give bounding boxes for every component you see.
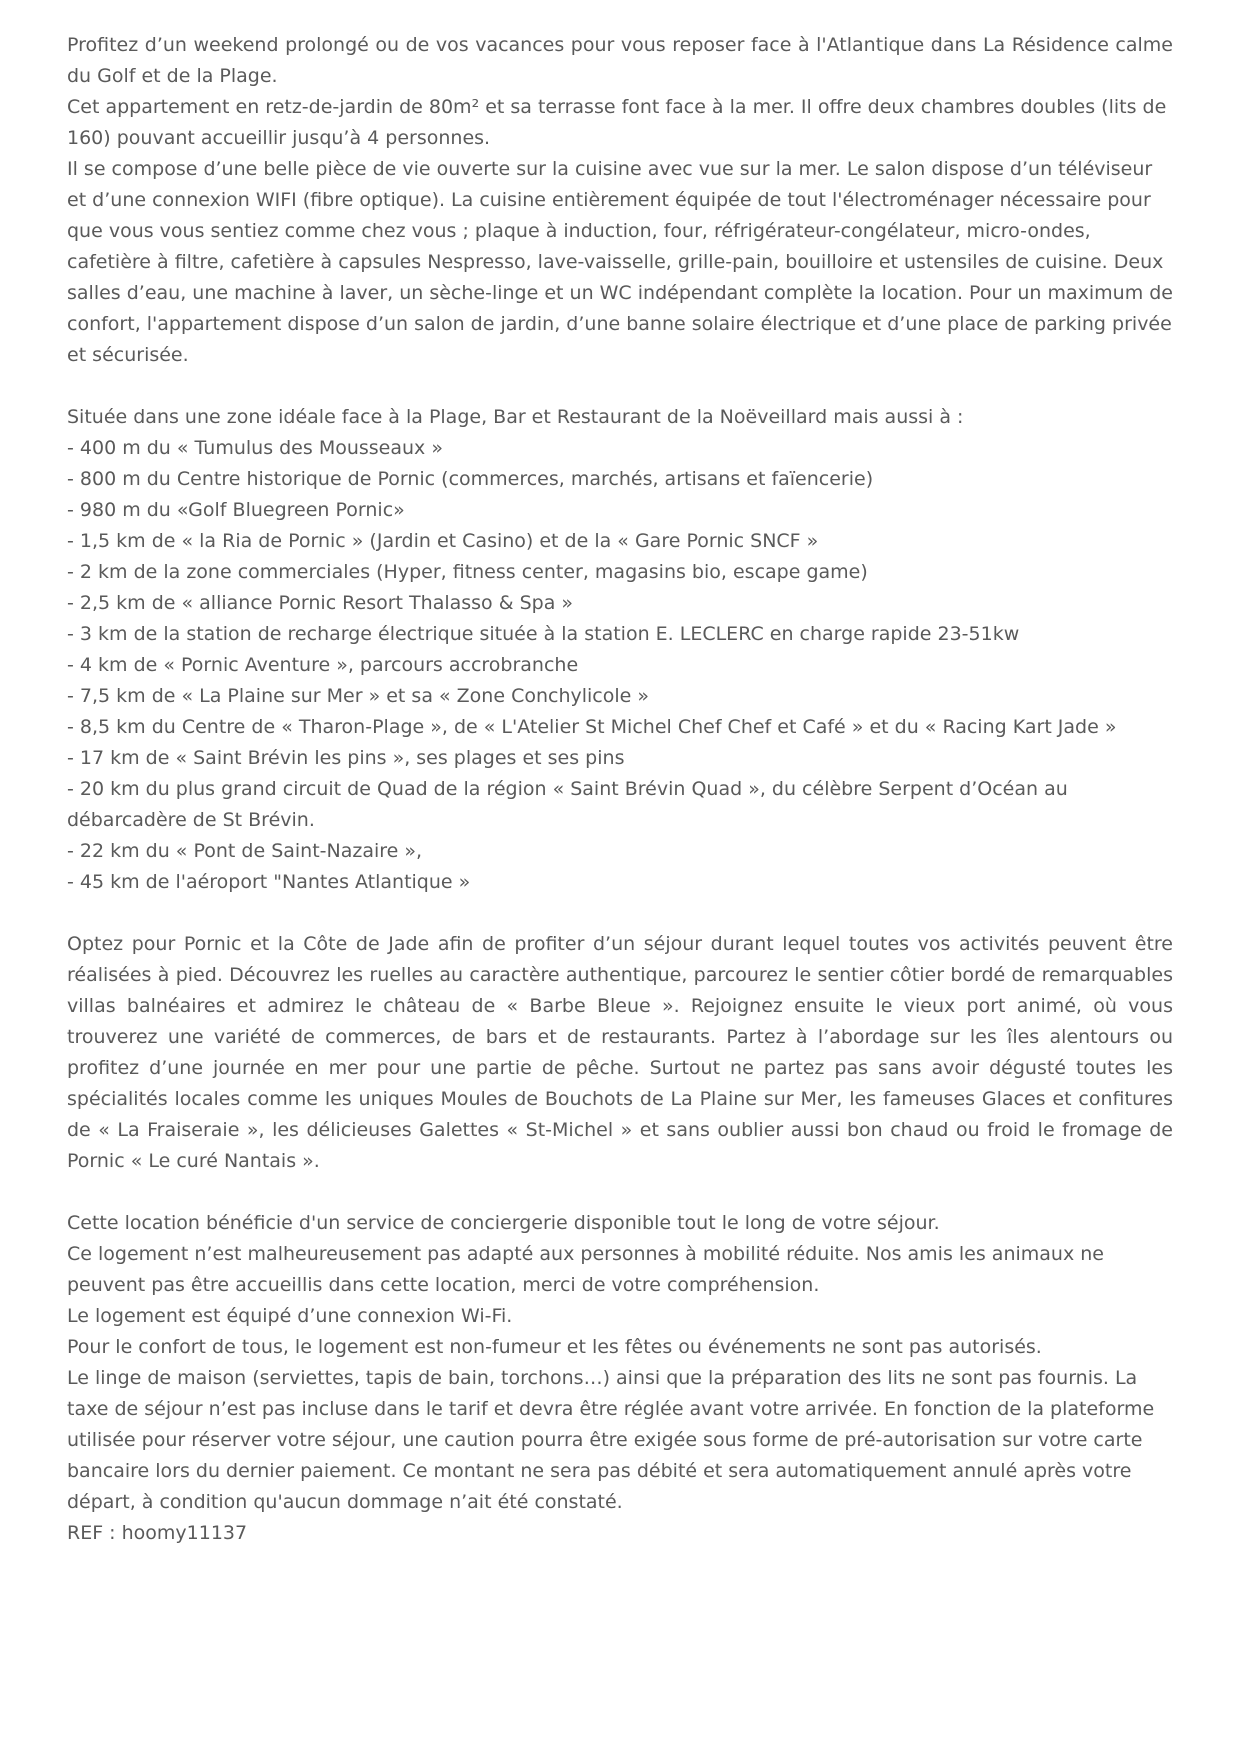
distance-list-item: - 3 km de la station de recharge électrique située à la station E. LECLERC en charge rapide 23-51kw — [67, 623, 1020, 645]
intro-paragraph: Profitez d’un weekend prolongé ou de vos vacances pour vous reposer face à l'Atlantique dans La Résidence calme du Golf et de la Plage. — [67, 34, 1173, 87]
distance-list-item: - 7,5 km de « La Plaine sur Mer » et sa « Zone Conchylicole » — [67, 685, 650, 707]
distance-list-item: - 800 m du Centre historique de Pornic (commerces, marchés, artisans et faïencerie) — [67, 468, 874, 490]
apartment-description-paragraph: Il se compose d’une belle pièce de vie ouverte sur la cuisine avec vue sur la mer. Le salon dispose d’un téléviseur et d’une connexion WIFI (fibre optique). La cuisine entièrement équipée de tout l'électroménager nécessaire pour que vous vous sentiez comme chez vous ; plaque à induction, four, réfrigérateur-congélateur, micro-ondes, cafetière à filtre, cafetière à capsules Nespresso, lave-vaisselle, grille-pain, bouilloire et ustensiles de cuisine. Deux salles d’eau, une machine à laver, un sèche-linge et un WC indépendant complète la location. Pour un maximum de confort, l'appartement dispose d’un salon de jardin, d’une banne solaire électrique et d’une place de parking privée et sécurisée. — [67, 158, 1173, 366]
apartment-summary-paragraph: Cet appartement en retz-de-jardin de 80m² et sa terrasse font face à la mer. Il offre deux chambres doubles (lits de 160) pouvant accueillir jusqu’à 4 personnes. — [67, 96, 1167, 149]
accessibility-pets-paragraph: Ce logement n’est malheureusement pas adapté aux personnes à mobilité réduite. Nos amis les animaux ne peuvent pas être accueillis dans cette location, merci de votre compréhension. — [67, 1243, 1104, 1296]
distance-list-item: - 20 km du plus grand circuit de Quad de la région « Saint Brévin Quad », du célèbre Serpent d’Océan au débarcadère de St Brévin. — [67, 778, 1068, 831]
section-gap-2 — [67, 898, 1173, 929]
distance-list-item: - 400 m du « Tumulus des Mousseaux » — [67, 437, 443, 459]
distance-list-item: - 8,5 km du Centre de « Tharon-Plage », de « L'Atelier St Michel Chef Chef et Café » et du « Racing Kart Jade » — [67, 716, 1117, 738]
distance-list-item: - 2 km de la zone commerciales (Hyper, fitness center, magasins bio, escape game) — [67, 561, 868, 583]
no-smoking-line: Pour le confort de tous, le logement est non-fumeur et les fêtes ou événements ne sont pas autorisés. — [67, 1336, 1042, 1358]
distance-list-item: - 22 km du « Pont de Saint-Nazaire », — [67, 840, 423, 862]
distance-list-item: - 4 km de « Pornic Aventure », parcours accrobranche — [67, 654, 579, 676]
section-gap-1 — [67, 371, 1173, 402]
distance-list-item: - 980 m du «Golf Bluegreen Pornic» — [67, 499, 405, 521]
pornic-activities-paragraph: Optez pour Pornic et la Côte de Jade afin de profiter d’un séjour durant lequel toutes vos activités peuvent être réalisées à pied. Découvrez les ruelles au caractère authentique, parcourez le sentier côtier bordé de remarquables villas balnéaires et admirez le château de « Barbe Bleue ». Rejoignez ensuite le vieux port animé, où vous trouverez une variété de commerces, de bars et de restaurants. Partez à l’abordage sur les îles alentours ou profitez d’une journée en mer pour une partie de pêche. Surtout ne partez pas sans avoir dégusté toutes les spécialités locales comme les uniques Moules de Bouchots de La Plaine sur Mer, les fameuses Glaces et confitures de « La Fraiseraie », les délicieuses Galettes « St-Michel » et sans oublier aussi bon chaud ou froid le fromage de Pornic « Le curé Nantais ». — [67, 933, 1173, 1172]
distance-list-item: - 2,5 km de « alliance Pornic Resort Thalasso & Spa » — [67, 592, 574, 614]
distance-list-item: - 45 km de l'aéroport "Nantes Atlantique » — [67, 871, 471, 893]
distance-list-item: - 17 km de « Saint Brévin les pins », ses plages et ses pins — [67, 747, 625, 769]
section-gap-3 — [67, 1177, 1173, 1208]
document-body — [67, 30, 1173, 1549]
terms-paragraph: Le linge de maison (serviettes, tapis de bain, torchons…) ainsi que la préparation des lits ne sont pas fournis. La taxe de séjour n’est pas incluse dans le tarif et devra être réglée avant votre arrivée. En fonction de la plateforme utilisée pour réserver votre séjour, une caution pourra être exigée sous forme de pré-autorisation sur votre carte bancaire lors du dernier paiement. Ce montant ne sera pas débité et sera automatiquement annulé après votre départ, à condition qu'aucun dommage n’ait été constaté. — [67, 1367, 1155, 1513]
concierge-line: Cette location bénéficie d'un service de conciergerie disponible tout le long de votre séjour. — [67, 1212, 940, 1234]
location-intro-line: Située dans une zone idéale face à la Plage, Bar et Restaurant de la Noëveillard mais aussi à : — [67, 406, 964, 428]
reference-line: REF : hoomy11137 — [67, 1522, 248, 1544]
wifi-line: Le logement est équipé d’une connexion Wi-Fi. — [67, 1305, 513, 1327]
distance-list-item: - 1,5 km de « la Ria de Pornic » (Jardin et Casino) et de la « Gare Pornic SNCF » — [67, 530, 819, 552]
